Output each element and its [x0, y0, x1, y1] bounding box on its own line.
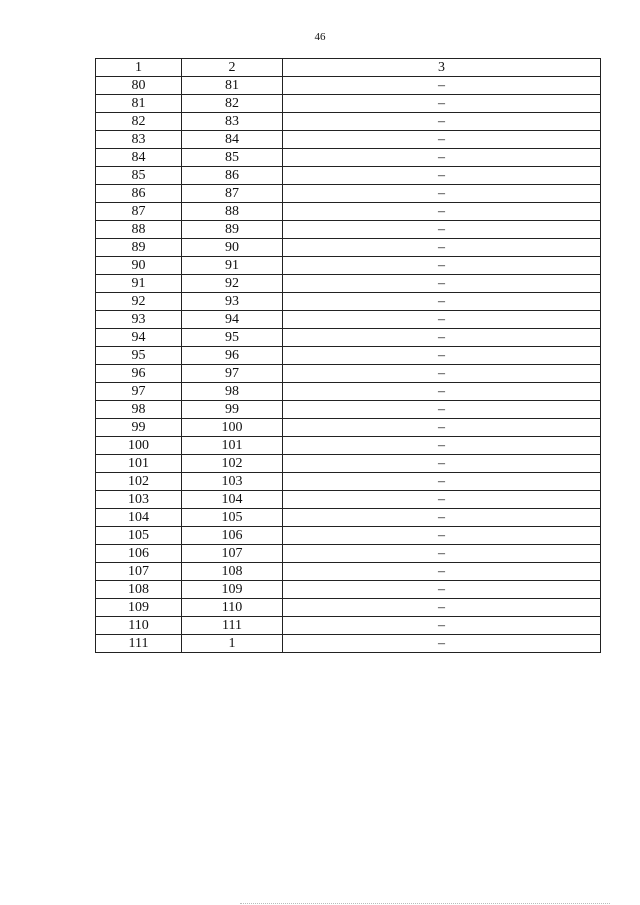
table-row — [96, 149, 601, 167]
table-cell-col-3: – — [283, 635, 601, 653]
table-cell-col-3: – — [283, 149, 601, 167]
table-cell-col-3: – — [283, 365, 601, 383]
table-row — [96, 185, 601, 203]
table-cell-col-2: 87 — [182, 185, 283, 203]
table-cell-col-2: 84 — [182, 131, 283, 149]
table-cell-col-2: 100 — [182, 419, 283, 437]
table-cell-col-1: 95 — [96, 347, 182, 365]
table-cell-col-1: 99 — [96, 419, 182, 437]
table-row — [96, 113, 601, 131]
table-cell-col-3: – — [283, 581, 601, 599]
table-cell-col-2: 102 — [182, 455, 283, 473]
table-cell-col-1: 80 — [96, 77, 182, 95]
table-cell-col-1: 87 — [96, 203, 182, 221]
table-cell-col-3: – — [283, 563, 601, 581]
table-cell-col-2: 94 — [182, 311, 283, 329]
table-cell-col-3: – — [283, 275, 601, 293]
table-row — [96, 257, 601, 275]
table-cell-col-1: 98 — [96, 401, 182, 419]
table-cell-col-2: 81 — [182, 77, 283, 95]
table-cell-col-3: – — [283, 509, 601, 527]
table-cell-col-1: 97 — [96, 383, 182, 401]
table-cell-col-3: – — [283, 293, 601, 311]
table-cell-col-1: 102 — [96, 473, 182, 491]
table-cell-col-3: – — [283, 455, 601, 473]
table-header-row — [96, 59, 601, 77]
table-row — [96, 95, 601, 113]
table-row — [96, 131, 601, 149]
table-cell-col-2: 99 — [182, 401, 283, 419]
table-cell-col-1: 84 — [96, 149, 182, 167]
table-row — [96, 509, 601, 527]
data-table — [95, 58, 601, 653]
table-cell-col-3: – — [283, 347, 601, 365]
table-row — [96, 563, 601, 581]
table-cell-col-1: 108 — [96, 581, 182, 599]
column-header-1: 1 — [96, 59, 182, 77]
table-row — [96, 599, 601, 617]
table-row — [96, 221, 601, 239]
table-cell-col-3: – — [283, 617, 601, 635]
table-row — [96, 383, 601, 401]
table-cell-col-1: 111 — [96, 635, 182, 653]
table-cell-col-3: – — [283, 239, 601, 257]
table-cell-col-1: 103 — [96, 491, 182, 509]
column-header-3: 3 — [283, 59, 601, 77]
column-header-2: 2 — [182, 59, 283, 77]
table-cell-col-1: 109 — [96, 599, 182, 617]
table-cell-col-3: – — [283, 257, 601, 275]
table-row — [96, 581, 601, 599]
table-cell-col-2: 107 — [182, 545, 283, 563]
table-cell-col-3: – — [283, 437, 601, 455]
table-row — [96, 437, 601, 455]
table-cell-col-2: 103 — [182, 473, 283, 491]
table-row — [96, 491, 601, 509]
table-row — [96, 401, 601, 419]
table-row — [96, 527, 601, 545]
table-cell-col-1: 106 — [96, 545, 182, 563]
table-cell-col-1: 91 — [96, 275, 182, 293]
table-cell-col-2: 111 — [182, 617, 283, 635]
table-cell-col-2: 92 — [182, 275, 283, 293]
table-cell-col-2: 89 — [182, 221, 283, 239]
table-cell-col-3: – — [283, 473, 601, 491]
table-cell-col-2: 96 — [182, 347, 283, 365]
table-cell-col-1: 88 — [96, 221, 182, 239]
table-cell-col-1: 83 — [96, 131, 182, 149]
table-cell-col-3: – — [283, 185, 601, 203]
table-cell-col-3: – — [283, 491, 601, 509]
table-cell-col-1: 81 — [96, 95, 182, 113]
table-cell-col-2: 108 — [182, 563, 283, 581]
table-cell-col-1: 100 — [96, 437, 182, 455]
table-cell-col-2: 95 — [182, 329, 283, 347]
table-cell-col-3: – — [283, 221, 601, 239]
table-row — [96, 617, 601, 635]
table-cell-col-3: – — [283, 77, 601, 95]
table-cell-col-2: 83 — [182, 113, 283, 131]
table-row — [96, 473, 601, 491]
table-cell-col-1: 89 — [96, 239, 182, 257]
table-row — [96, 167, 601, 185]
table-cell-col-1: 82 — [96, 113, 182, 131]
table-cell-col-3: – — [283, 599, 601, 617]
table-row — [96, 293, 601, 311]
table-cell-col-1: 93 — [96, 311, 182, 329]
table-cell-col-2: 1 — [182, 635, 283, 653]
table-row — [96, 419, 601, 437]
table-cell-col-3: – — [283, 131, 601, 149]
table-cell-col-1: 101 — [96, 455, 182, 473]
table-cell-col-2: 93 — [182, 293, 283, 311]
table-cell-col-2: 110 — [182, 599, 283, 617]
table-cell-col-3: – — [283, 113, 601, 131]
table-cell-col-3: – — [283, 401, 601, 419]
table-cell-col-3: – — [283, 203, 601, 221]
table-cell-col-3: – — [283, 329, 601, 347]
table-cell-col-1: 90 — [96, 257, 182, 275]
table-cell-col-1: 94 — [96, 329, 182, 347]
table-cell-col-2: 97 — [182, 365, 283, 383]
table-row — [96, 347, 601, 365]
table-cell-col-1: 105 — [96, 527, 182, 545]
table-row — [96, 311, 601, 329]
table-cell-col-3: – — [283, 527, 601, 545]
table-cell-col-3: – — [283, 167, 601, 185]
table-cell-col-1: 85 — [96, 167, 182, 185]
table-cell-col-1: 104 — [96, 509, 182, 527]
table-cell-col-2: 101 — [182, 437, 283, 455]
table-cell-col-3: – — [283, 545, 601, 563]
table-cell-col-2: 91 — [182, 257, 283, 275]
table-row — [96, 329, 601, 347]
table-cell-col-1: 96 — [96, 365, 182, 383]
table-cell-col-2: 104 — [182, 491, 283, 509]
table-cell-col-2: 109 — [182, 581, 283, 599]
table-body — [96, 77, 601, 653]
table-cell-col-2: 85 — [182, 149, 283, 167]
table-cell-col-2: 86 — [182, 167, 283, 185]
table-cell-col-2: 88 — [182, 203, 283, 221]
table-cell-col-3: – — [283, 95, 601, 113]
page-number: 46 — [314, 31, 326, 43]
table-row — [96, 545, 601, 563]
table-cell-col-1: 86 — [96, 185, 182, 203]
table-cell-col-2: 105 — [182, 509, 283, 527]
table-row — [96, 203, 601, 221]
table-cell-col-2: 106 — [182, 527, 283, 545]
table-cell-col-2: 82 — [182, 95, 283, 113]
table-cell-col-2: 90 — [182, 239, 283, 257]
scan-artifact-line — [240, 899, 610, 904]
table-row — [96, 365, 601, 383]
table-cell-col-3: – — [283, 383, 601, 401]
table-row — [96, 239, 601, 257]
table-cell-col-2: 98 — [182, 383, 283, 401]
table-cell-col-1: 110 — [96, 617, 182, 635]
table-row — [96, 635, 601, 653]
table-cell-col-1: 92 — [96, 293, 182, 311]
table-cell-col-3: – — [283, 419, 601, 437]
table-row — [96, 455, 601, 473]
table-cell-col-3: – — [283, 311, 601, 329]
table-row — [96, 77, 601, 95]
table-cell-col-1: 107 — [96, 563, 182, 581]
table-row — [96, 275, 601, 293]
